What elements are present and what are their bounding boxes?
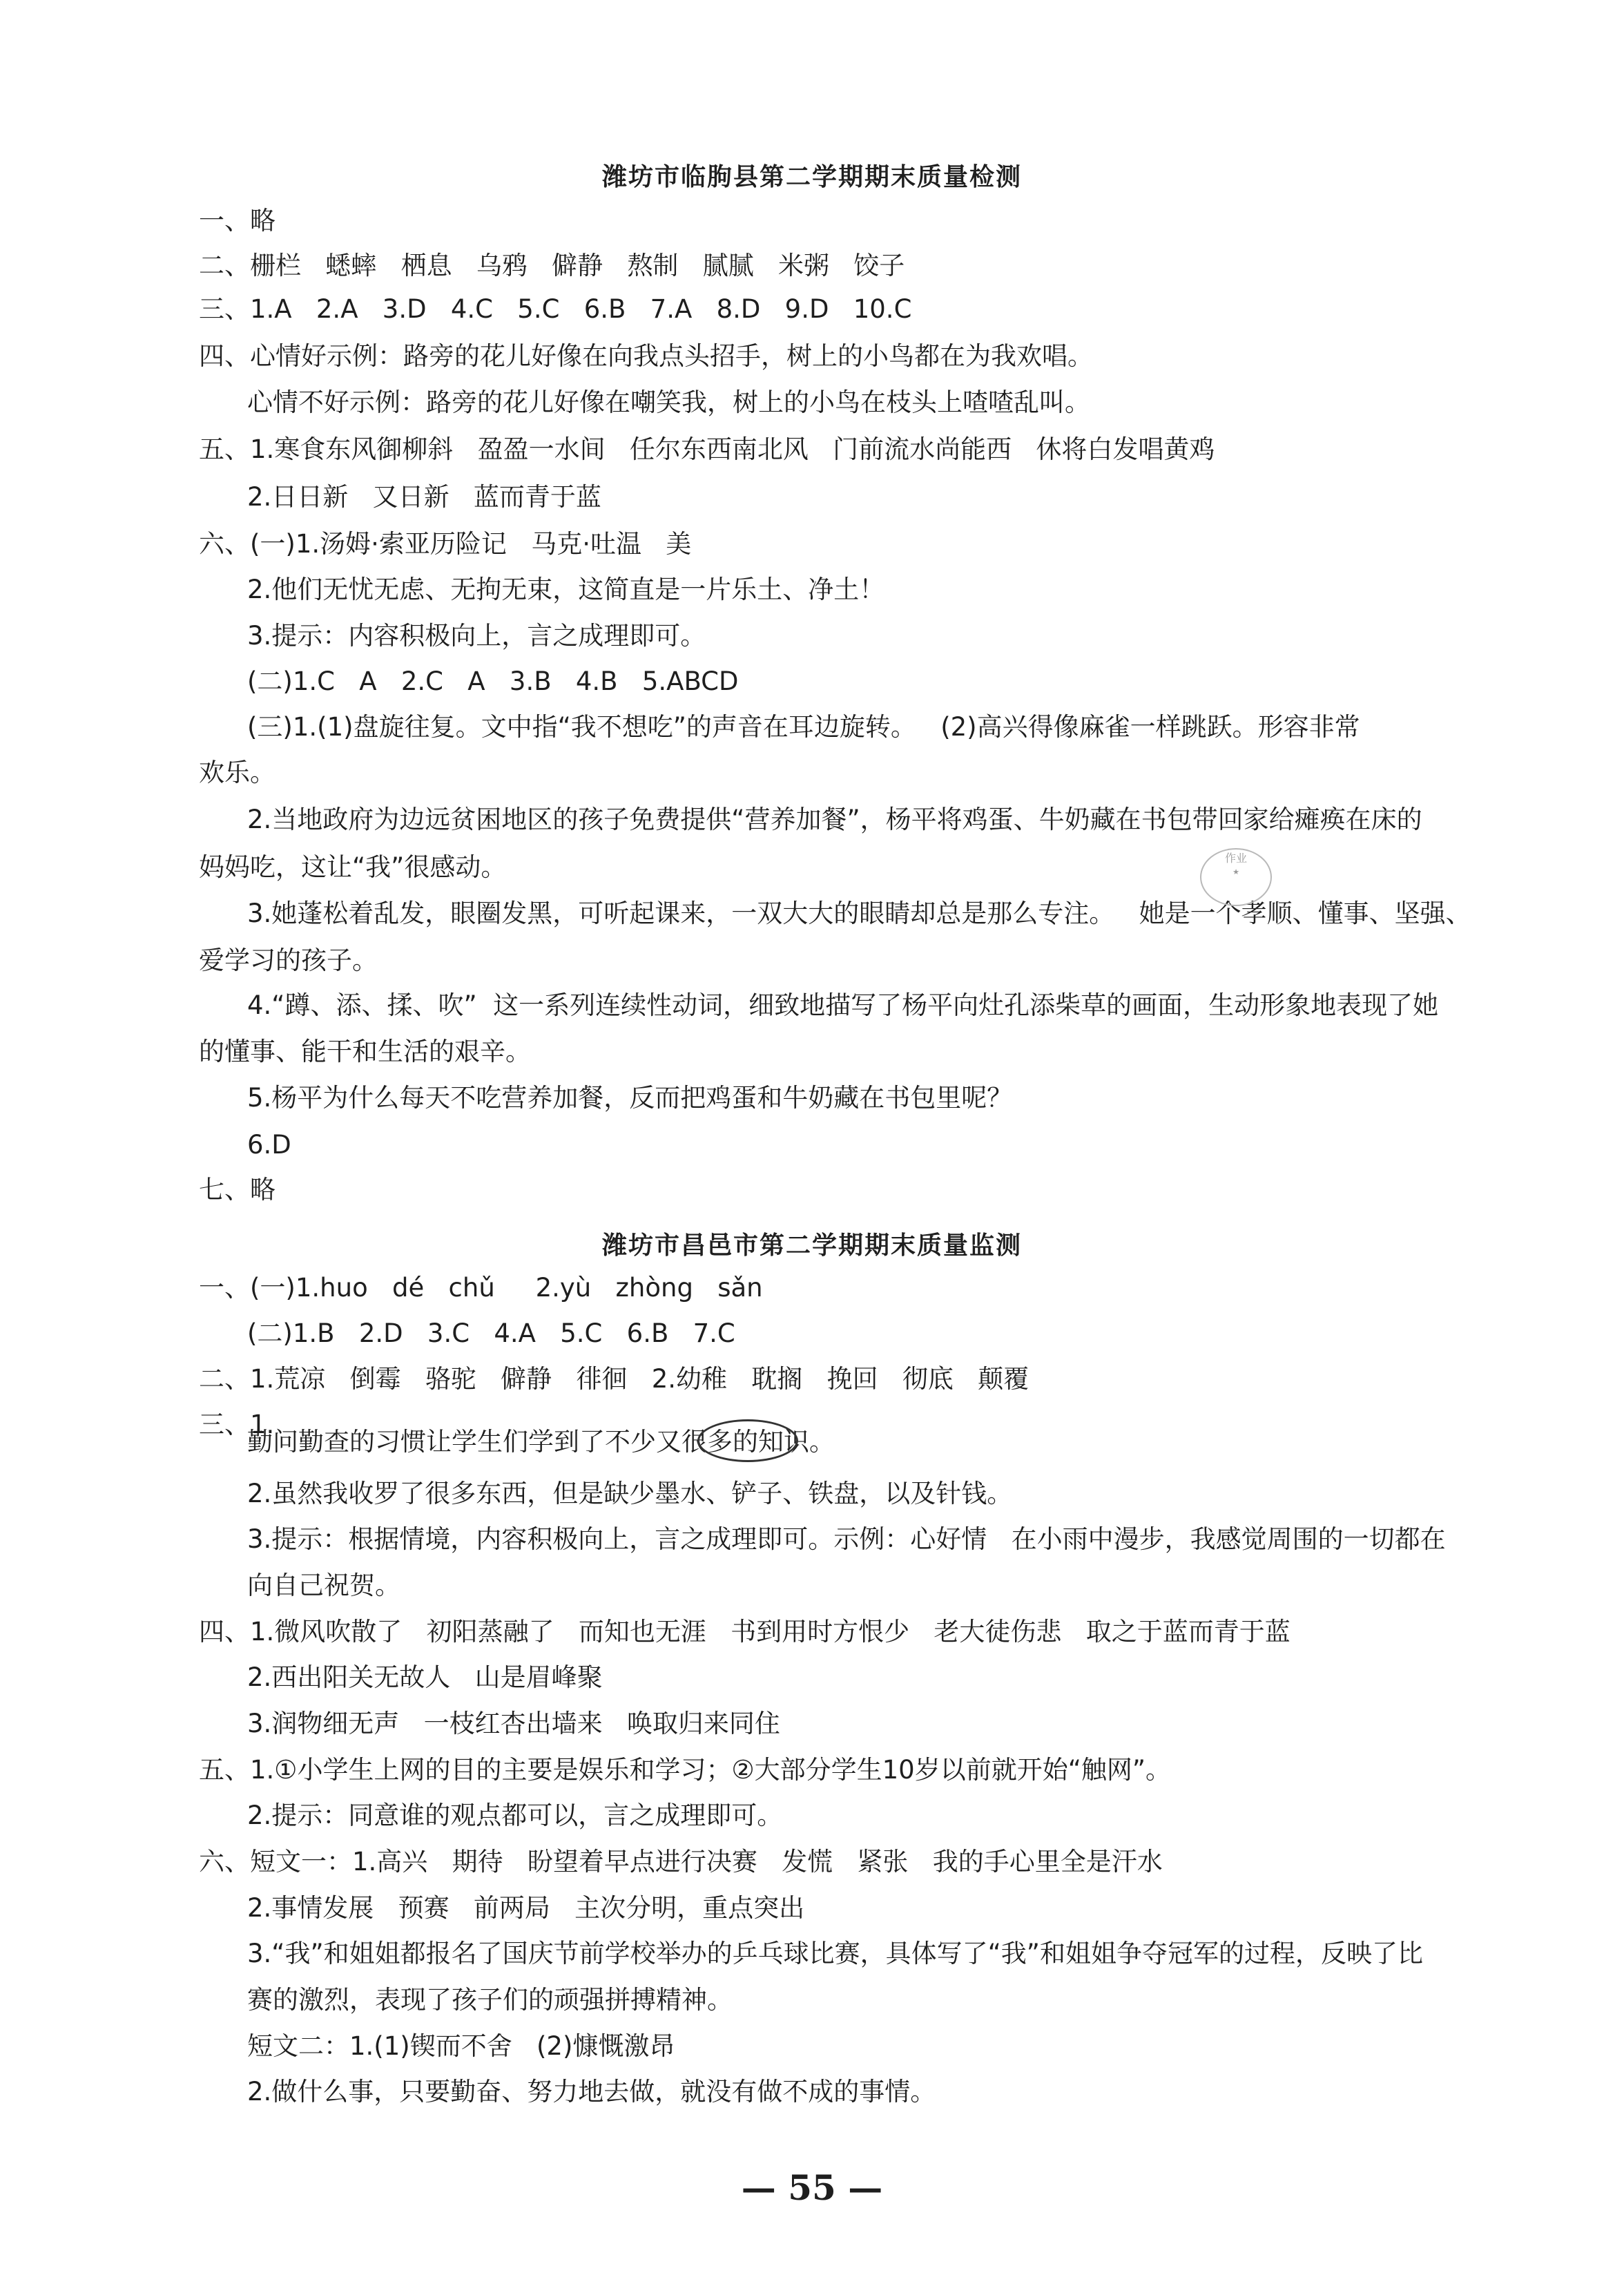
answer-line: 5.杨平为什么每天不吃营养加餐，反而把鸡蛋和牛奶藏在书包里呢？	[247, 1083, 1013, 1113]
answer-line: 短文二：1.(1)锲而不舍 (2)慷慨激昂	[247, 2031, 675, 2061]
answer-line: 6.D	[247, 1130, 291, 1160]
handwritten-circle-mark	[697, 1419, 798, 1462]
answer-line: 3.她蓬松着乱发，眼圈发黑，可听起课来，一双大大的眼睛却总是那么专注。 她是一个孝顺、懂事、坚强、	[247, 899, 1471, 928]
answer-line: 2.虽然我收罗了很多东西，但是缺少墨水、铲子、铁盘，以及针钱。	[247, 1479, 1013, 1508]
stamp-decoration: ★	[1232, 867, 1239, 876]
answer-line: 五、1.寒食东风御柳斜 盈盈一水间 任尔东西南北风 门前流水尚能西 休将白发唱黄鸡	[199, 434, 1215, 464]
answer-line: 二、1.荒凉 倒霉 骆驼 僻静 徘徊 2.幼稚 耽搁 挽回 彻底 颠覆	[199, 1364, 1030, 1394]
answer-line: 2.提示：同意谁的观点都可以，言之成理即可。	[247, 1801, 783, 1830]
answer-line: 3.提示：内容积极向上，言之成理即可。	[247, 621, 706, 651]
answer-line: (二)1.B 2.D 3.C 4.A 5.C 6.B 7.C	[247, 1318, 735, 1348]
answer-line: 的懂事、能干和生活的艰辛。	[199, 1037, 531, 1066]
answer-line: 勤问勤查的习惯让学生们学到了不少又很多的知识。	[247, 1427, 835, 1457]
answer-line: 2.事情发展 预赛 前两局 主次分明，重点突出	[247, 1893, 805, 1923]
answer-line: 2.当地政府为边远贫困地区的孩子免费提供“营养加餐”，杨平将鸡蛋、牛奶藏在书包带回家给瘫痪在床的	[247, 805, 1422, 834]
answer-line: (二)1.C A 2.C A 3.B 4.B 5.ABCD	[247, 666, 739, 696]
answer-line: 二、栅栏 蟋蟀 栖息 乌鸦 僻静 熬制 腻腻 米粥 饺子	[199, 251, 905, 280]
section-title-changyi: 潍坊市昌邑市第二学期期末质量监测	[601, 1231, 1022, 1260]
answer-line: 2.做什么事，只要勤奋、努力地去做，就没有做不成的事情。	[247, 2077, 936, 2107]
answer-line: 七、略	[199, 1175, 276, 1205]
answer-line: 欢乐。	[199, 758, 276, 787]
answer-line: 3.“我”和姐姐都报名了国庆节前学校举办的乒乓球比赛，具体写了“我”和姐姐争夺冠军的过程，反映了比	[247, 1939, 1423, 1968]
answer-line: 向自己祝贺。	[247, 1571, 400, 1600]
answer-line: 六、(一)1.汤姆·索亚历险记 马克·吐温 美	[199, 529, 692, 559]
answer-line: 三、1.A 2.A 3.D 4.C 5.C 6.B 7.A 8.D 9.D 10.C	[199, 294, 912, 324]
answer-line: 2.西出阳关无故人 山是眉峰聚	[247, 1662, 603, 1692]
answer-line: 五、1.①小学生上网的目的主要是娱乐和学习；②大部分学生10岁以前就开始“触网”。	[199, 1755, 1172, 1785]
answer-line: 六、短文一：1.高兴 期待 盼望着早点进行决赛 发慌 紧张 我的手心里全是汗水	[199, 1847, 1163, 1877]
answer-line: 心情不好示例：路旁的花儿好像在嘲笑我，树上的小鸟在枝头上喳喳乱叫。	[247, 387, 1090, 417]
answer-line: 2.日日新 又日新 蓝而青于蓝	[247, 482, 601, 512]
answer-line: 爱学习的孩子。	[199, 946, 378, 975]
section-title-linqu: 潍坊市临朐县第二学期期末质量检测	[601, 163, 1022, 191]
page-number: — 55 —	[741, 2167, 883, 2208]
answer-line: 三、1.	[199, 1410, 275, 1439]
answer-line: 3.润物细无声 一枝红杏出墙来 唤取归来同住	[247, 1709, 780, 1738]
answer-line: 4.“蹲、添、揉、吹” 这一系列连续性动词，细致地描写了杨平向灶孔添柴草的画面，生动形象地表现了她	[247, 990, 1439, 1020]
answer-line: 2.他们无忧无虑、无拘无束，这简直是一片乐土、净土！	[247, 575, 885, 604]
answer-line: 一、(一)1.huo dé chǔ 2.yù zhòng sǎn	[199, 1273, 763, 1303]
answer-line: 四、1.微风吹散了 初阳蒸融了 而知也无涯 书到用时方恨少 老大徒伤悲 取之于蓝而青于蓝	[199, 1617, 1290, 1647]
homework-stamp	[1200, 848, 1272, 906]
stamp-text: 作业	[1224, 852, 1247, 865]
answer-line: 四、心情好示例：路旁的花儿好像在向我点头招手，树上的小鸟都在为我欢唱。	[199, 341, 1093, 371]
answer-line: 妈妈吃，这让“我”很感动。	[199, 852, 507, 882]
answer-line: 一、略	[199, 206, 276, 236]
answer-line: 3.提示：根据情境，内容积极向上，言之成理即可。示例：心好情 在小雨中漫步，我感觉周围的一切都在	[247, 1524, 1446, 1554]
answer-line: (三)1.(1)盘旋往复。文中指“我不想吃”的声音在耳边旋转。 (2)高兴得像麻雀一样跳跃。形容非常	[247, 712, 1360, 742]
answer-line: 赛的激烈，表现了孩子们的顽强拼搏精神。	[247, 1985, 733, 2015]
